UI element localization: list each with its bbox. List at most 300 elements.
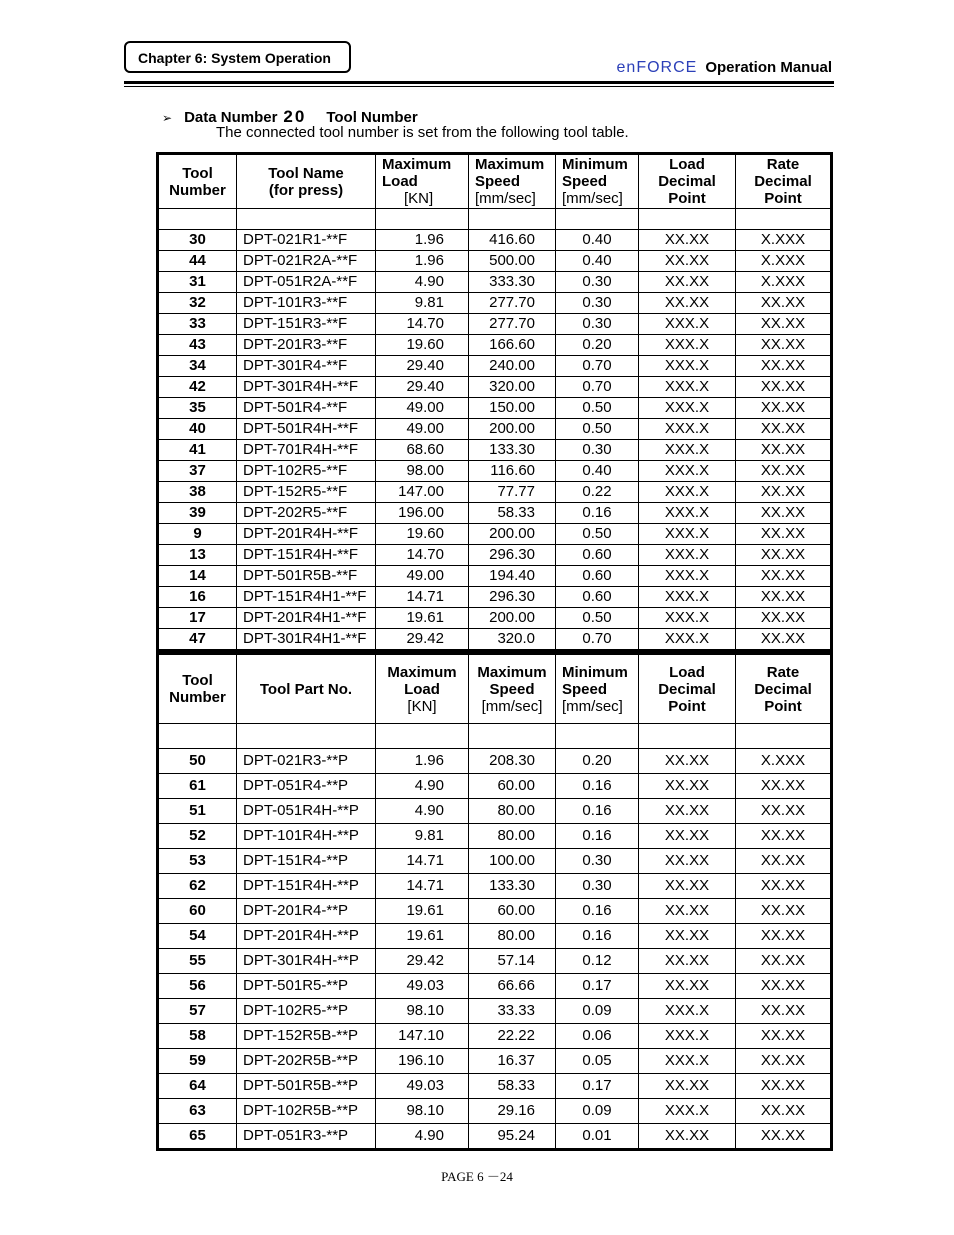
max-speed-cell: 95.24 <box>469 1124 556 1150</box>
max-load-cell: 196.10 <box>376 1049 469 1074</box>
max-load-cell: 1.96 <box>376 230 469 251</box>
table-row <box>158 1124 832 1150</box>
max-speed-cell: 16.37 <box>469 1049 556 1074</box>
header-max-load: Maximum Load [KN] <box>376 654 469 724</box>
header-min-speed: Minimum Speed [mm/sec] <box>556 654 639 724</box>
tool-name-cell: DPT-051R3-**P <box>237 1124 376 1150</box>
min-speed-cell: 0.09 <box>556 999 639 1024</box>
load-decimal-cell: XXX.X <box>639 314 736 335</box>
table-row <box>158 974 832 999</box>
section-label: Data Number <box>184 109 278 126</box>
tool-name-cell: DPT-021R2A-**F <box>237 251 376 272</box>
header-rule-thick <box>124 81 834 84</box>
separator-cell <box>736 724 832 749</box>
min-speed-cell: 0.30 <box>556 849 639 874</box>
tool-number-cell: 37 <box>158 461 237 482</box>
min-speed-cell: 0.05 <box>556 1049 639 1074</box>
table-row <box>158 230 832 251</box>
table-row <box>158 1074 832 1099</box>
load-decimal-cell: XXX.X <box>639 608 736 629</box>
load-decimal-cell: XX.XX <box>639 230 736 251</box>
min-speed-cell: 0.17 <box>556 974 639 999</box>
rate-decimal-cell: XX.XX <box>736 377 832 398</box>
min-speed-cell: 0.09 <box>556 1099 639 1124</box>
load-decimal-cell: XXX.X <box>639 587 736 608</box>
max-load-cell: 19.60 <box>376 524 469 545</box>
min-speed-cell: 0.50 <box>556 398 639 419</box>
min-speed-cell: 0.60 <box>556 587 639 608</box>
separator-cell <box>469 209 556 230</box>
max-load-cell: 29.42 <box>376 629 469 651</box>
load-decimal-cell: XXX.X <box>639 1024 736 1049</box>
load-decimal-cell: XX.XX <box>639 949 736 974</box>
rate-decimal-cell: XX.XX <box>736 874 832 899</box>
max-speed-cell: 200.00 <box>469 608 556 629</box>
rate-decimal-cell: XX.XX <box>736 849 832 874</box>
min-speed-cell: 0.20 <box>556 749 639 774</box>
load-decimal-cell: XXX.X <box>639 1049 736 1074</box>
max-speed-cell: 80.00 <box>469 824 556 849</box>
rate-decimal-cell: XX.XX <box>736 461 832 482</box>
max-speed-cell: 194.40 <box>469 566 556 587</box>
header-separator <box>158 209 832 230</box>
max-load-cell: 14.71 <box>376 849 469 874</box>
min-speed-cell: 0.50 <box>556 608 639 629</box>
load-decimal-cell: XXX.X <box>639 377 736 398</box>
min-speed-cell: 0.20 <box>556 335 639 356</box>
tool-name-cell: DPT-201R4H-**F <box>237 524 376 545</box>
min-speed-cell: 0.50 <box>556 419 639 440</box>
load-decimal-cell: XXX.X <box>639 398 736 419</box>
load-decimal-cell: XXX.X <box>639 503 736 524</box>
load-decimal-cell: XX.XX <box>639 293 736 314</box>
tool-number-cell: 31 <box>158 272 237 293</box>
separator-cell <box>639 209 736 230</box>
max-speed-cell: 100.00 <box>469 849 556 874</box>
header-tool-name: Tool Name (for press) <box>237 154 376 209</box>
table-row <box>158 949 832 974</box>
rate-decimal-cell: XX.XX <box>736 293 832 314</box>
table-row <box>158 524 832 545</box>
table-row <box>158 824 832 849</box>
tool-name-cell: DPT-202R5B-**P <box>237 1049 376 1074</box>
min-speed-cell: 0.01 <box>556 1124 639 1150</box>
max-load-cell: 14.71 <box>376 874 469 899</box>
max-load-cell: 49.00 <box>376 566 469 587</box>
rate-decimal-cell: XX.XX <box>736 482 832 503</box>
tool-number-cell: 41 <box>158 440 237 461</box>
min-speed-cell: 0.12 <box>556 949 639 974</box>
rate-decimal-cell: XX.XX <box>736 419 832 440</box>
tool-name-cell: DPT-021R3-**P <box>237 749 376 774</box>
table-row <box>158 545 832 566</box>
max-load-cell: 29.42 <box>376 949 469 974</box>
separator-cell <box>639 724 736 749</box>
tool-name-cell: DPT-201R4-**P <box>237 899 376 924</box>
min-speed-cell: 0.70 <box>556 629 639 651</box>
max-load-cell: 49.00 <box>376 419 469 440</box>
table1-body <box>158 209 832 651</box>
min-speed-cell: 0.16 <box>556 824 639 849</box>
min-speed-cell: 0.16 <box>556 799 639 824</box>
rate-decimal-cell: XX.XX <box>736 335 832 356</box>
tool-name-cell: DPT-051R4-**P <box>237 774 376 799</box>
table-row <box>158 503 832 524</box>
max-load-cell: 49.03 <box>376 974 469 999</box>
tool-number-cell: 55 <box>158 949 237 974</box>
load-decimal-cell: XX.XX <box>639 824 736 849</box>
rate-decimal-cell: X.XXX <box>736 272 832 293</box>
max-load-cell: 68.60 <box>376 440 469 461</box>
header-min-speed: Minimum Speed [mm/sec] <box>556 154 639 209</box>
min-speed-cell: 0.16 <box>556 899 639 924</box>
min-speed-cell: 0.30 <box>556 874 639 899</box>
tool-number-cell: 61 <box>158 774 237 799</box>
tool-number-cell: 40 <box>158 419 237 440</box>
table-row <box>158 377 832 398</box>
max-load-cell: 4.90 <box>376 799 469 824</box>
tool-name-cell: DPT-301R4H1-**F <box>237 629 376 651</box>
tool-number-cell: 32 <box>158 293 237 314</box>
rate-decimal-cell: XX.XX <box>736 899 832 924</box>
min-speed-cell: 0.16 <box>556 774 639 799</box>
rate-decimal-cell: X.XXX <box>736 230 832 251</box>
table-row <box>158 314 832 335</box>
header-rate-decimal: Rate Decimal Point <box>736 654 832 724</box>
max-speed-cell: 29.16 <box>469 1099 556 1124</box>
tool-number-cell: 42 <box>158 377 237 398</box>
max-speed-cell: 60.00 <box>469 899 556 924</box>
tool-number-cell: 14 <box>158 566 237 587</box>
load-decimal-cell: XXX.X <box>639 356 736 377</box>
header-tool-part: Tool Part No. <box>237 654 376 724</box>
table-row <box>158 419 832 440</box>
min-speed-cell: 0.40 <box>556 461 639 482</box>
load-decimal-cell: XX.XX <box>639 849 736 874</box>
max-load-cell: 14.70 <box>376 545 469 566</box>
max-load-cell: 4.90 <box>376 1124 469 1150</box>
table-row <box>158 1049 832 1074</box>
max-speed-cell: 277.70 <box>469 314 556 335</box>
max-load-cell: 9.81 <box>376 293 469 314</box>
table-row <box>158 293 832 314</box>
tool-number-cell: 64 <box>158 1074 237 1099</box>
separator-cell <box>237 724 376 749</box>
tool-number-cell: 17 <box>158 608 237 629</box>
separator-cell <box>237 209 376 230</box>
load-decimal-cell: XXX.X <box>639 524 736 545</box>
load-decimal-cell: XX.XX <box>639 1074 736 1099</box>
header-load-decimal: Load Decimal Point <box>639 654 736 724</box>
tool-number-cell: 35 <box>158 398 237 419</box>
min-speed-cell: 0.16 <box>556 503 639 524</box>
rate-decimal-cell: XX.XX <box>736 1124 832 1150</box>
min-speed-cell: 0.40 <box>556 251 639 272</box>
min-speed-cell: 0.17 <box>556 1074 639 1099</box>
max-load-cell: 98.10 <box>376 1099 469 1124</box>
max-speed-cell: 296.30 <box>469 545 556 566</box>
rate-decimal-cell: XX.XX <box>736 1099 832 1124</box>
separator-cell <box>376 209 469 230</box>
min-speed-cell: 0.30 <box>556 440 639 461</box>
tool-name-cell: DPT-051R2A-**F <box>237 272 376 293</box>
table-row <box>158 482 832 503</box>
tool-number-cell: 33 <box>158 314 237 335</box>
chapter-label: Chapter 6: System Operation <box>124 41 351 73</box>
tool-number-cell: 63 <box>158 1099 237 1124</box>
tool-name-cell: DPT-201R4H-**P <box>237 924 376 949</box>
load-decimal-cell: XX.XX <box>639 251 736 272</box>
tool-name-cell: DPT-102R5B-**P <box>237 1099 376 1124</box>
rate-decimal-cell: XX.XX <box>736 999 832 1024</box>
max-speed-cell: 80.00 <box>469 799 556 824</box>
rate-decimal-cell: XX.XX <box>736 924 832 949</box>
header-max-load: Maximum Load [KN] <box>376 154 469 209</box>
load-decimal-cell: XXX.X <box>639 419 736 440</box>
min-speed-cell: 0.60 <box>556 566 639 587</box>
tool-number-cell: 57 <box>158 999 237 1024</box>
rate-decimal-cell: XX.XX <box>736 314 832 335</box>
max-load-cell: 98.10 <box>376 999 469 1024</box>
min-speed-cell: 0.50 <box>556 524 639 545</box>
rate-decimal-cell: XX.XX <box>736 1049 832 1074</box>
tool-name-cell: DPT-152R5B-**P <box>237 1024 376 1049</box>
rate-decimal-cell: XX.XX <box>736 824 832 849</box>
tool-name-cell: DPT-151R4H1-**F <box>237 587 376 608</box>
table-row <box>158 924 832 949</box>
max-load-cell: 196.00 <box>376 503 469 524</box>
section-description: The connected tool number is set from the following tool table. <box>216 124 629 141</box>
tool-number-cell: 16 <box>158 587 237 608</box>
tool-name-cell: DPT-151R4-**P <box>237 849 376 874</box>
tool-number-cell: 65 <box>158 1124 237 1150</box>
max-speed-cell: 133.30 <box>469 874 556 899</box>
load-decimal-cell: XX.XX <box>639 749 736 774</box>
tool-table-press <box>156 152 833 652</box>
max-load-cell: 14.70 <box>376 314 469 335</box>
tool-name-cell: DPT-301R4H-**P <box>237 949 376 974</box>
max-load-cell: 1.96 <box>376 749 469 774</box>
load-decimal-cell: XXX.X <box>639 999 736 1024</box>
table-row <box>158 272 832 293</box>
section-title: Tool Number <box>326 109 418 126</box>
table-row <box>158 566 832 587</box>
rate-decimal-cell: XX.XX <box>736 774 832 799</box>
max-load-cell: 49.03 <box>376 1074 469 1099</box>
header-max-speed: Maximum Speed [mm/sec] <box>469 154 556 209</box>
rate-decimal-cell: XX.XX <box>736 1074 832 1099</box>
min-speed-cell: 0.70 <box>556 377 639 398</box>
tool-number-cell: 30 <box>158 230 237 251</box>
table-row <box>158 608 832 629</box>
rate-decimal-cell: XX.XX <box>736 398 832 419</box>
max-speed-cell: 22.22 <box>469 1024 556 1049</box>
max-speed-cell: 166.60 <box>469 335 556 356</box>
tool-name-cell: DPT-501R5B-**P <box>237 1074 376 1099</box>
tool-number-cell: 38 <box>158 482 237 503</box>
arrow-bullet-icon: ➢ <box>162 111 173 125</box>
tool-name-cell: DPT-501R5-**P <box>237 974 376 999</box>
tool-name-cell: DPT-151R4H-**F <box>237 545 376 566</box>
max-load-cell: 9.81 <box>376 824 469 849</box>
header-max-speed: Maximum Speed [mm/sec] <box>469 654 556 724</box>
table-row <box>158 398 832 419</box>
table-row <box>158 849 832 874</box>
tool-name-cell: DPT-151R4H-**P <box>237 874 376 899</box>
rate-decimal-cell: X.XXX <box>736 749 832 774</box>
table-row <box>158 587 832 608</box>
section-number: 20 <box>283 107 307 126</box>
max-load-cell: 19.61 <box>376 924 469 949</box>
max-speed-cell: 416.60 <box>469 230 556 251</box>
separator-cell <box>556 209 639 230</box>
max-speed-cell: 60.00 <box>469 774 556 799</box>
load-decimal-cell: XX.XX <box>639 924 736 949</box>
max-speed-cell: 33.33 <box>469 999 556 1024</box>
tool-number-cell: 60 <box>158 899 237 924</box>
separator-cell <box>556 724 639 749</box>
header-rate-decimal: Rate Decimal Point <box>736 154 832 209</box>
header-rule-thin <box>124 86 834 87</box>
max-load-cell: 4.90 <box>376 774 469 799</box>
rate-decimal-cell: XX.XX <box>736 524 832 545</box>
page-number: PAGE 6 －24 <box>441 1169 513 1184</box>
tool-table-part <box>156 652 833 1151</box>
max-speed-cell: 58.33 <box>469 503 556 524</box>
brand-logo: enFORCE <box>616 59 698 76</box>
table-row <box>158 749 832 774</box>
max-load-cell: 19.61 <box>376 899 469 924</box>
load-decimal-cell: XX.XX <box>639 774 736 799</box>
tool-name-cell: DPT-101R3-**F <box>237 293 376 314</box>
tool-name-cell: DPT-102R5-**P <box>237 999 376 1024</box>
separator-cell <box>158 209 237 230</box>
header-tool-number: Tool Number <box>158 154 237 209</box>
rate-decimal-cell: XX.XX <box>736 503 832 524</box>
load-decimal-cell: XXX.X <box>639 566 736 587</box>
min-speed-cell: 0.70 <box>556 356 639 377</box>
max-speed-cell: 150.00 <box>469 398 556 419</box>
tool-name-cell: DPT-501R4H-**F <box>237 419 376 440</box>
max-speed-cell: 200.00 <box>469 419 556 440</box>
max-speed-cell: 116.60 <box>469 461 556 482</box>
tool-number-cell: 53 <box>158 849 237 874</box>
tool-name-cell: DPT-151R3-**F <box>237 314 376 335</box>
rate-decimal-cell: XX.XX <box>736 949 832 974</box>
rate-decimal-cell: XX.XX <box>736 545 832 566</box>
tool-name-cell: DPT-152R5-**F <box>237 482 376 503</box>
separator-cell <box>736 209 832 230</box>
max-load-cell: 4.90 <box>376 272 469 293</box>
max-speed-cell: 500.00 <box>469 251 556 272</box>
tool-number-cell: 39 <box>158 503 237 524</box>
tool-number-cell: 52 <box>158 824 237 849</box>
tool-number-cell: 54 <box>158 924 237 949</box>
load-decimal-cell: XX.XX <box>639 899 736 924</box>
max-load-cell: 147.10 <box>376 1024 469 1049</box>
rate-decimal-cell: XX.XX <box>736 440 832 461</box>
tool-number-cell: 43 <box>158 335 237 356</box>
max-speed-cell: 277.70 <box>469 293 556 314</box>
min-speed-cell: 0.60 <box>556 545 639 566</box>
tool-name-cell: DPT-201R3-**F <box>237 335 376 356</box>
table-row <box>158 251 832 272</box>
tool-number-cell: 51 <box>158 799 237 824</box>
max-load-cell: 19.61 <box>376 608 469 629</box>
tool-name-cell: DPT-021R1-**F <box>237 230 376 251</box>
load-decimal-cell: XX.XX <box>639 799 736 824</box>
tool-name-cell: DPT-501R5B-**F <box>237 566 376 587</box>
rate-decimal-cell: XX.XX <box>736 566 832 587</box>
tool-number-cell: 50 <box>158 749 237 774</box>
load-decimal-cell: XXX.X <box>639 440 736 461</box>
tool-name-cell: DPT-301R4H-**F <box>237 377 376 398</box>
separator-cell <box>158 724 237 749</box>
tool-number-cell: 56 <box>158 974 237 999</box>
tool-number-cell: 62 <box>158 874 237 899</box>
max-speed-cell: 57.14 <box>469 949 556 974</box>
table-row <box>158 799 832 824</box>
manual-title <box>617 59 832 77</box>
load-decimal-cell: XXX.X <box>639 1099 736 1124</box>
tool-name-cell: DPT-102R5-**F <box>237 461 376 482</box>
rate-decimal-cell: XX.XX <box>736 629 832 651</box>
load-decimal-cell: XX.XX <box>639 874 736 899</box>
separator-cell <box>469 724 556 749</box>
min-speed-cell: 0.40 <box>556 230 639 251</box>
max-speed-cell: 80.00 <box>469 924 556 949</box>
header-tool-number: Tool Number <box>158 654 237 724</box>
tool-number-cell: 58 <box>158 1024 237 1049</box>
load-decimal-cell: XXX.X <box>639 482 736 503</box>
max-load-cell: 1.96 <box>376 251 469 272</box>
manual-name: Operation Manual <box>705 59 832 76</box>
min-speed-cell: 0.30 <box>556 272 639 293</box>
rate-decimal-cell: XX.XX <box>736 587 832 608</box>
tool-name-cell: DPT-101R4H-**P <box>237 824 376 849</box>
max-speed-cell: 240.00 <box>469 356 556 377</box>
max-load-cell: 98.00 <box>376 461 469 482</box>
table-row <box>158 461 832 482</box>
min-speed-cell: 0.30 <box>556 293 639 314</box>
table2-body <box>158 724 832 1150</box>
tool-number-cell: 44 <box>158 251 237 272</box>
tool-number-cell: 59 <box>158 1049 237 1074</box>
min-speed-cell: 0.16 <box>556 924 639 949</box>
max-speed-cell: 320.00 <box>469 377 556 398</box>
load-decimal-cell: XXX.X <box>639 629 736 651</box>
max-speed-cell: 58.33 <box>469 1074 556 1099</box>
max-speed-cell: 200.00 <box>469 524 556 545</box>
table-row <box>158 1024 832 1049</box>
tool-name-cell: DPT-701R4H-**F <box>237 440 376 461</box>
max-load-cell: 147.00 <box>376 482 469 503</box>
rate-decimal-cell: XX.XX <box>736 608 832 629</box>
load-decimal-cell: XX.XX <box>639 272 736 293</box>
max-speed-cell: 333.30 <box>469 272 556 293</box>
tool-name-cell: DPT-301R4-**F <box>237 356 376 377</box>
tool-name-cell: DPT-051R4H-**P <box>237 799 376 824</box>
max-speed-cell: 296.30 <box>469 587 556 608</box>
max-load-cell: 49.00 <box>376 398 469 419</box>
max-load-cell: 29.40 <box>376 356 469 377</box>
rate-decimal-cell: XX.XX <box>736 1024 832 1049</box>
load-decimal-cell: XXX.X <box>639 545 736 566</box>
rate-decimal-cell: XX.XX <box>736 356 832 377</box>
table-row <box>158 629 832 651</box>
tool-name-cell: DPT-501R4-**F <box>237 398 376 419</box>
load-decimal-cell: XXX.X <box>639 335 736 356</box>
